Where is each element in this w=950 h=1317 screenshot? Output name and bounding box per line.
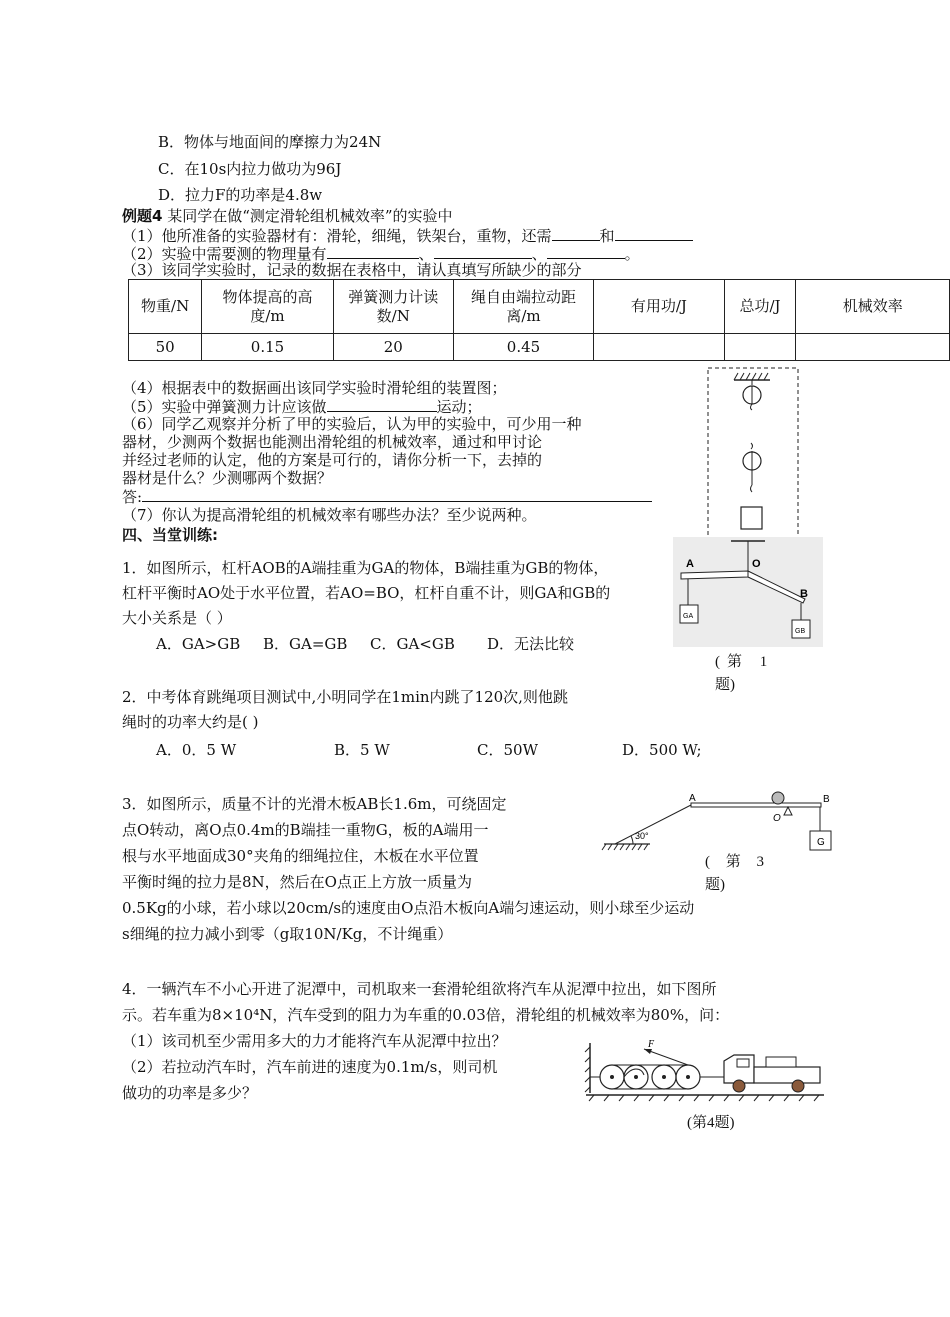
angle-arc [631,836,633,844]
label-f: F [648,1039,655,1050]
example4-q3: （3）该同学实验时，记录的数据在表格中，请认真填写所缺少的部分 [122,261,582,279]
data-table [128,279,950,361]
table-cell: 50 [129,334,202,361]
p1-option-c[interactable]: C．GA<GB [370,635,455,653]
p1-option-d[interactable]: D．无法比较 [487,635,575,653]
example4-q4: （4）根据表中的数据画出该同学实验时滑轮组的装置图； [122,379,507,397]
q1-and: 和 [599,227,615,245]
p2-option-b[interactable]: B．5 W [334,741,390,759]
example4-q1 [122,226,693,245]
example4-heading [122,207,453,225]
table-cell: 0.45 [453,334,593,361]
prev-option-b: B．物体与地面间的摩擦力为24N [158,133,382,151]
table-header-cell: 物体提高的高度/m [202,280,334,334]
q6-answer-blank[interactable] [142,487,652,502]
figure1-caption-line2: 题) [715,677,735,693]
p2-option-d[interactable]: D．500 W; [622,741,702,759]
rope [615,805,691,844]
table-cell-blank[interactable] [796,334,950,361]
q2-text: （2）实验中需要测的物理量有 [122,245,327,263]
p1-option-b[interactable]: B．GA=GB [263,635,348,653]
q2-sep-2: 、 [531,245,547,263]
label-b: B [823,794,830,805]
figure4-caption: (第4题) [687,1115,735,1131]
p4-line-2: 示。若车重为8×10⁴N，汽车受到的阻力为车重的0.03倍，滑轮组的机械效率为80%，问： [122,1006,730,1024]
lever-arm-left [681,571,748,579]
example4-title: 某同学在做“测定滑轮组机械效率”的实验中 [162,207,453,225]
p4-line-5: 做功的功率是多少？ [122,1084,258,1102]
movable-pulley-top-hook [751,443,753,449]
q2-blank-1[interactable] [327,244,419,259]
p3-line-6 [122,922,452,946]
label-angle: 30° [635,831,649,841]
p1-line-2: 杠杆平衡时AO处于水平位置，若AO=BO，杠杆自重不计，则GA和GB的 [122,584,611,602]
pulley-apparatus-figure [707,367,799,542]
p3-line-4: 平衡时绳的拉力是8N，然后在O点正上方放一质量为 [122,873,472,891]
pulley-2-axle [634,1075,638,1079]
example4-q6-line1: （6）同学乙观察并分析了甲的实验后，认为甲的实验中，可少用一种 [122,415,582,433]
p1-option-a[interactable]: A．GA>GB [156,635,241,653]
ground-hatch [602,844,648,850]
ground-hatch [589,1095,819,1101]
q1-blank-1[interactable] [552,226,600,241]
table-cell: 0.15 [202,334,334,361]
figure3-caption-line2: 题) [705,877,725,893]
table-header-cell: 总功/J [724,280,796,334]
example4-q6-answer [122,487,652,506]
p4-line-4: （2）若拉动汽车时，汽车前进的速度为0.1m/s，则司机 [122,1058,498,1076]
board-ab [691,803,821,807]
p1-line-3: 大小关系是（ ） [122,609,232,627]
weight-block [741,507,762,529]
example4-q5 [122,397,482,416]
p3-line-3: 根与水平地面成30°夹角的细绳拉住，木板在水平位置 [122,847,479,865]
prev-option-d: D．拉力F的功率是4.8w [158,186,323,204]
figure3-caption-line1: ( 第 3 [705,854,770,870]
example4-q7: （7）你认为提高滑轮组的机械效率有哪些办法？至少说两种。 [122,506,537,524]
table-cell: 20 [333,334,453,361]
label-gb: GB [795,628,806,635]
truck-bed [754,1067,820,1083]
table-header-cell: 绳自由端拉动距离/m [453,280,593,334]
q2-blank-2[interactable] [434,244,532,259]
example4-q6-line3: 并经过老师的认定，他的方案是可行的，请你分析一下，去掉的 [122,451,543,469]
label-o: O [773,813,781,824]
p3-line-5: 0.5Kg的小球，若小球以20cm/s的速度由O点沿木板向A端匀速运动，则小球至少运动 [122,899,695,917]
table-cell-blank[interactable] [594,334,724,361]
table-header-cell: 机械效率 [796,280,950,334]
figure1-caption-line1: (第 1 [715,654,775,670]
truck-wheel-rear [792,1080,804,1092]
p3-line-2: 点O转动，离O点0.4m的B端挂一重物G，板的A端用一 [122,821,489,839]
pulley-1-axle [610,1075,614,1079]
table-header-cell: 有用功/J [594,280,724,334]
q2-end: 。 [624,245,640,263]
ceiling-hatch [734,373,768,380]
label-b: B [800,588,808,600]
car-pulley-figure [584,1035,829,1103]
pulley-3-axle [662,1075,666,1079]
pivot-triangle [784,807,792,815]
q1-text: （1）他所准备的实验器材有：滑轮，细绳，铁架台，重物，还需 [122,227,552,245]
board-figure [600,790,840,860]
pulley-4-axle [686,1075,690,1079]
label-a: A [689,793,696,804]
q6-answer-label: 答: [122,488,143,506]
truck-wheel-front [733,1080,745,1092]
prev-option-c: C．在10s内拉力做功为96J [158,160,342,178]
section-heading: 四、当堂训练: [122,526,218,544]
label-a: A [686,558,694,570]
truck-cargo [766,1057,796,1067]
ball [772,792,784,804]
example4-q6-line4: 器材是什么？少测哪两个数据？ [122,469,333,487]
table-header-cell: 物重/N [129,280,202,334]
p2-option-c[interactable]: C．50W [477,741,538,759]
p1-line-1: 1．如图所示，杠杆AOB的A端挂重为GA的物体，B端挂重为GB的物体， [122,559,609,577]
p2-line-1: 2．中考体育跳绳项目测试中,小明同学在1min内跳了120次,则他跳 [122,688,568,706]
table-header-cell: 弹簧测力计读数/N [333,280,453,334]
figure-frame [708,368,798,540]
table-cell-blank[interactable] [724,334,796,361]
rope-loop [624,1069,644,1077]
p3-line-6-text: s细绳的拉力减小到零（g取10N/Kg，不计绳重） [122,925,453,943]
p2-option-a[interactable]: A．0．5 W [156,741,237,759]
weight-hook [751,485,753,492]
example4-q6-line2: 器材，少测两个数据也能测出滑轮组的机械效率，通过和甲讨论 [122,433,543,451]
p2-line-2: 绳时的功率大约是( ) [122,713,259,731]
label-ga: GA [683,613,694,620]
lever-figure [673,537,823,647]
table-header-row [129,280,950,334]
p3-line-1: 3．如图所示，质量不计的光滑木板AB长1.6m，可绕固定 [122,795,507,813]
fixed-pulley-hook [751,404,753,410]
example4-label: 例题4 [122,207,163,225]
q5-end: 运动； [436,398,482,416]
q1-blank-2[interactable] [615,226,693,241]
q2-blank-3[interactable] [547,244,625,259]
q2-sep-1: 、 [418,245,434,263]
q5-blank[interactable] [327,397,437,412]
q5-text: （5）实验中弹簧测力计应该做 [122,398,327,416]
p4-line-3: （1）该司机至少需用多大的力才能将汽车从泥潭中拉出？ [122,1032,507,1050]
table-row [129,334,950,361]
label-g: G [817,837,825,848]
p4-line-1: 4．一辆汽车不小心开进了泥潭中，司机取来一套滑轮组欲将汽车从泥潭中拉出，如下图所 [122,980,717,998]
label-o: O [752,558,761,570]
